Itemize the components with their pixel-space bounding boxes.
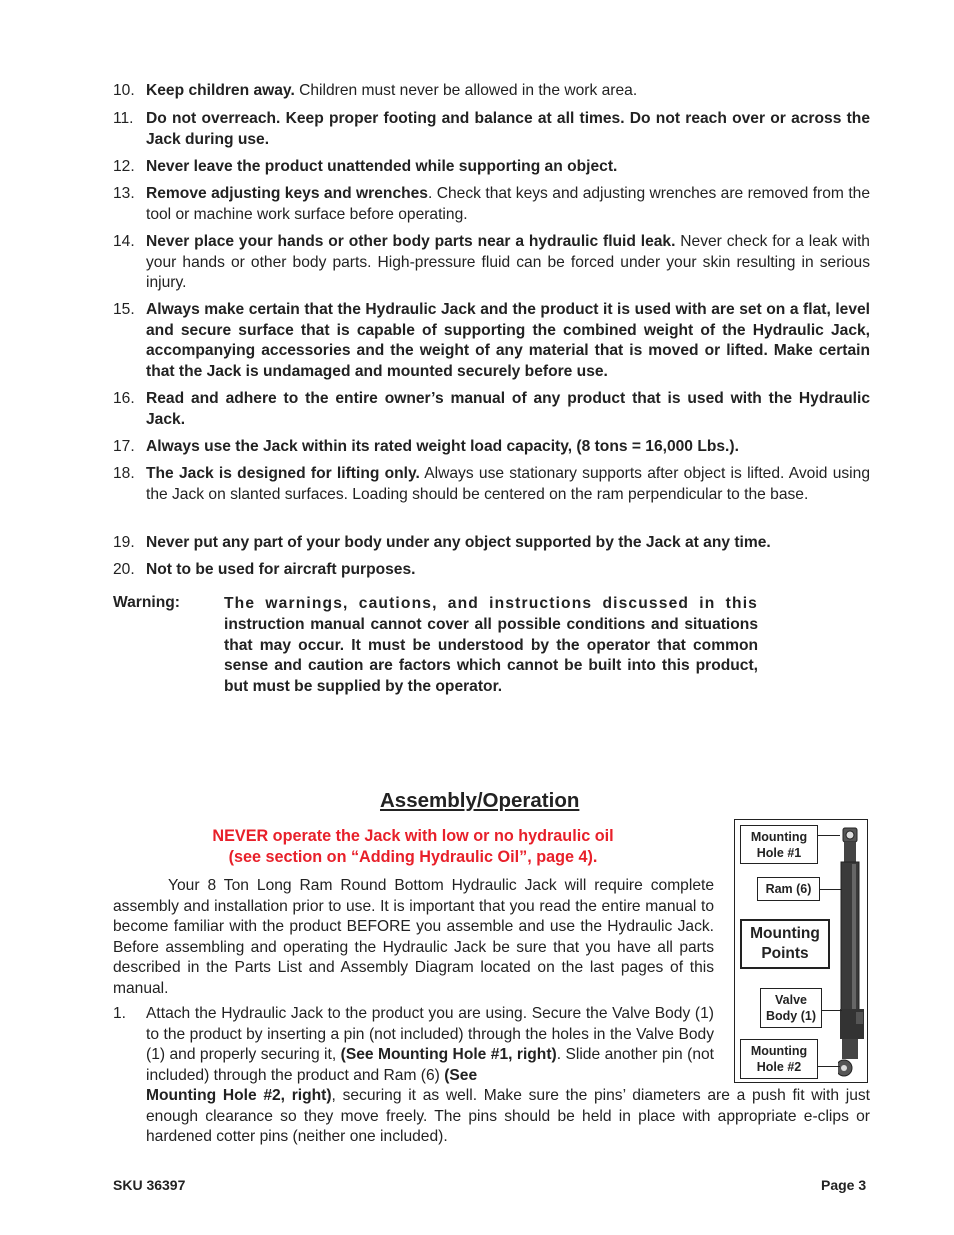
label-mounting-hole-2: Mounting Hole #2: [740, 1039, 818, 1079]
step-text-continued: Mounting Hole #2, right), securing it as well. Make sure the pins’ diameters are a push fit with just enough clearance so they move freely. The pins should be held in place with appropriate e-clips or hardened cotter pins (neither one included).: [146, 1087, 870, 1146]
label-mounting-hole-1: Mounting Hole #1: [740, 825, 818, 864]
list-item: 13. Remove adjusting keys and wrenches. Check that keys and adjusting wrenches are removed from the tool or machine work surface before operating.: [113, 185, 871, 223]
list-item: 19. Never put any part of your body under any object supported by the Jack at any time.: [113, 534, 771, 551]
leader-line: [818, 1066, 840, 1067]
list-item: 14. Never place your hands or other body parts near a hydraulic fluid leak. Never check for a leak with your hands or other body parts. High-pressure fluid can be forced under your skin resulting in serious injury.: [113, 233, 870, 292]
label-mounting-points: Mounting Points: [740, 919, 830, 969]
list-item: 18. The Jack is designed for lifting only. Always use stationary supports after object is lifted. Avoid using the Jack on slanted surfaces. Loading should be centered on the ram perpendicular to the base.: [113, 465, 870, 503]
oil-warning: NEVER operate the Jack with low or no hydraulic oil (see section on “Adding Hydraulic Oil”, page 4).: [212, 827, 614, 866]
warning-text: The warnings, cautions, and instructions discussed in this instruction manual cannot cover all possible conditions and situations that may occur. It must be understood by the operator that common sense and caution are factors which cannot be built into this product, but must be supplied by the operator.: [224, 595, 758, 696]
leader-line: [820, 889, 842, 890]
warning-label: Warning:: [113, 594, 180, 611]
list-item: 17. Always use the Jack within its rated weight load capacity, (8 tons = 16,000 Lbs.).: [113, 438, 739, 455]
hydraulic-jack-illustration: [838, 824, 864, 1080]
intro-paragraph: Your 8 Ton Long Ram Round Bottom Hydraulic Jack will require complete assembly and installation prior to use. It is important that you read the entire manual to become familiar with the product BEFORE you assemble and use the Hydraulic Jack. Before assembling and operating the Hydraulic Jack be sure that you have all parts described in the Parts List and Assembly Diagram located on the last pages of this manual.: [113, 877, 714, 997]
footer-page-number: Page 3: [821, 1177, 867, 1193]
list-item: 12. Never leave the product unattended while supporting an object.: [113, 158, 618, 175]
list-item: 10. Keep children away. Children must never be allowed in the work area.: [113, 82, 638, 99]
list-item: 15. Always make certain that the Hydraulic Jack and the product it is used with are set on a flat, level and secure surface that is capable of supporting the combined weight of the Hydraulic Jack, accompanying accessories and the weight of any material that is moved or lifted. Make certain that the Jack is undamaged and mounted securely before use.: [113, 301, 870, 380]
list-item: 16. Read and adhere to the entire owner’s manual of any product that is used with the Hydraulic Jack.: [113, 390, 870, 428]
section-heading: Assembly/Operation: [380, 789, 580, 812]
list-item: 20. Not to be used for aircraft purposes.: [113, 561, 416, 578]
label-ram: Ram (6): [757, 877, 820, 901]
leader-line: [818, 835, 840, 836]
footer-sku: SKU 36397: [113, 1177, 186, 1193]
leader-line: [822, 1010, 842, 1011]
label-valve-body: Valve Body (1): [760, 988, 822, 1028]
list-item: 11. Do not overreach. Keep proper footing and balance at all times. Do not reach over or across the Jack during use.: [113, 110, 870, 148]
step-text: Attach the Hydraulic Jack to the product you are using. Secure the Valve Body (1) to the product by inserting a pin (not included) through the holes in the Valve Body (1) and properly securing it, (See Mounting Hole #1, right). Slide another pin (not included) through the product and Ram (6) (See: [146, 1005, 714, 1084]
